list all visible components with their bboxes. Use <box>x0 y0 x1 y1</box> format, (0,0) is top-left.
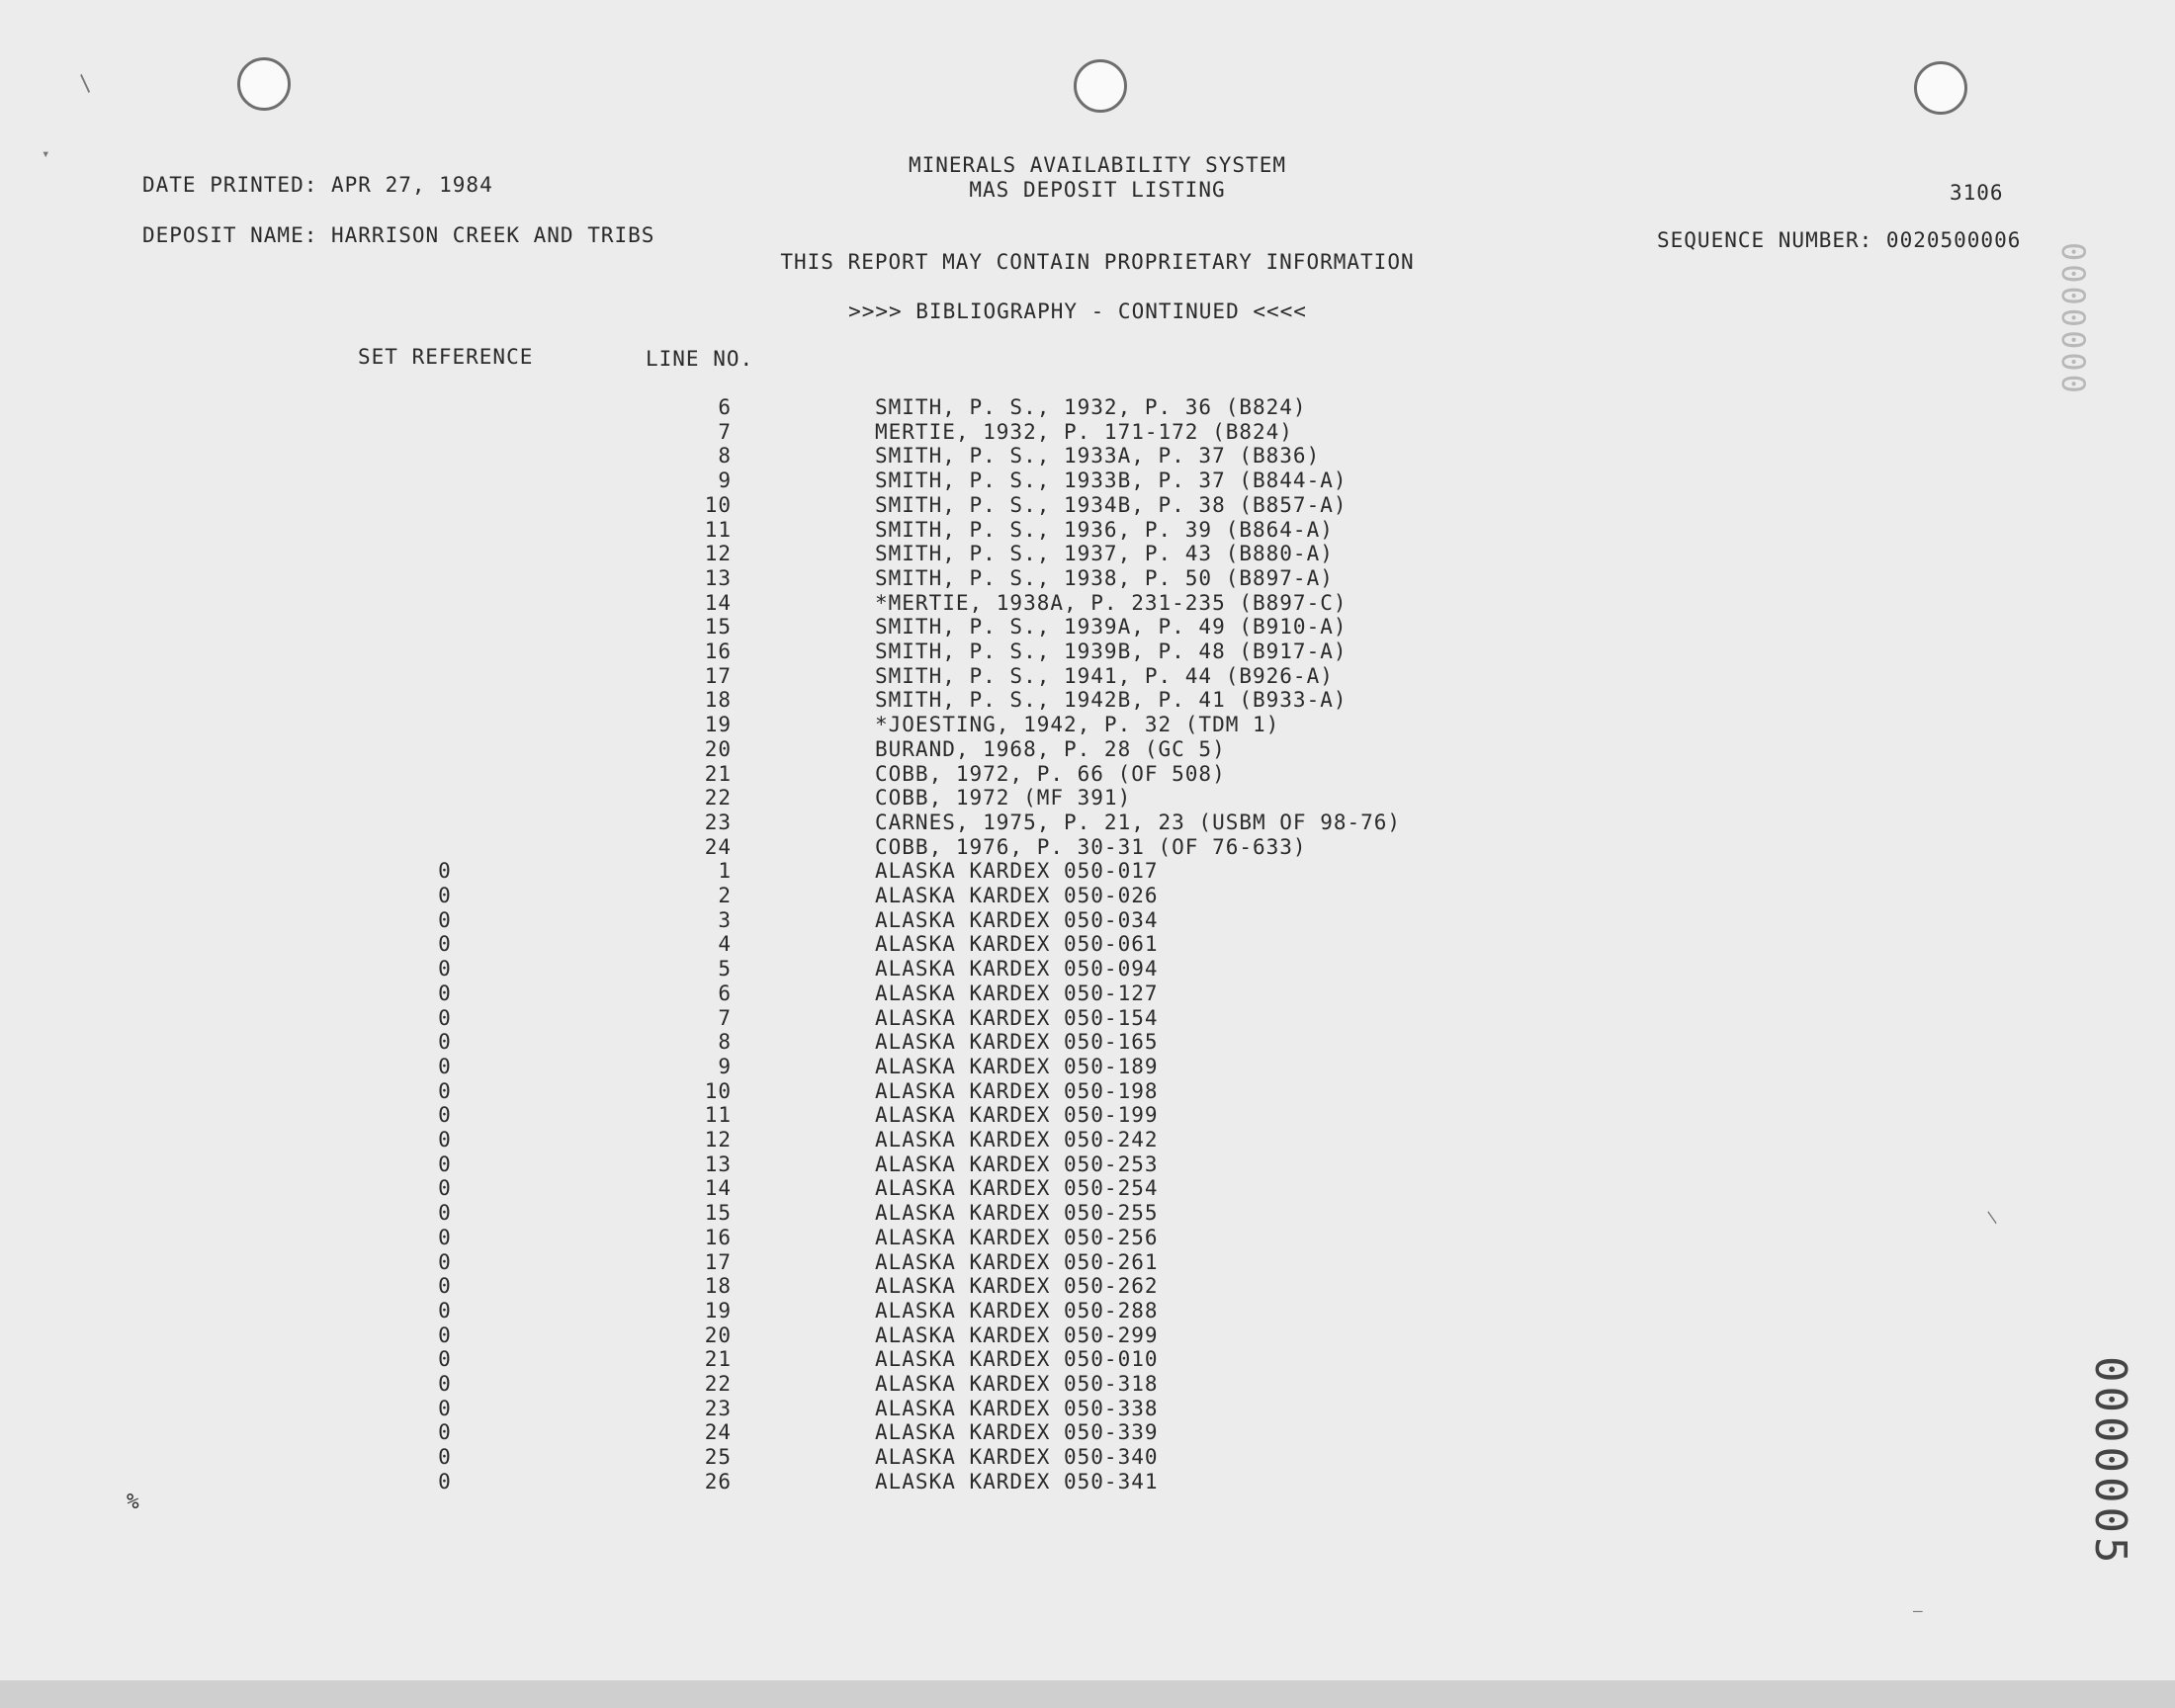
reference-cell: MERTIE, 1932, P. 171-172 (B824) <box>875 419 1293 444</box>
line-number-cell: 17 <box>704 1249 732 1274</box>
reference-cell: COBB, 1972 (MF 391) <box>875 786 1132 811</box>
reference-cell: ALASKA KARDEX 050-338 <box>875 1396 1159 1420</box>
reference-cell: COBB, 1972, P. 66 (OF 508) <box>875 761 1226 786</box>
reference-cell: COBB, 1976, P. 30-31 (OF 76-633) <box>875 834 1307 859</box>
proprietary-notice: THIS REPORT MAY CONTAIN PROPRIETARY INFORMATION <box>780 250 1415 274</box>
set-reference-cell: 0 <box>438 1201 452 1226</box>
line-number-cell: 16 <box>704 1225 732 1249</box>
set-reference-cell: 0 <box>438 1445 452 1470</box>
margin-dash: — <box>1913 1601 1923 1620</box>
margin-dot: ▾ <box>42 146 50 162</box>
line-number-cell: 19 <box>704 1298 732 1323</box>
reference-cell: ALASKA KARDEX 050-339 <box>875 1420 1159 1445</box>
table-row <box>0 1274 1582 1299</box>
table-row <box>0 1055 1582 1079</box>
page-number: 3106 <box>1950 181 2004 205</box>
set-reference-cell: 0 <box>438 1054 452 1078</box>
line-number-cell: 8 <box>718 1030 732 1055</box>
reference-cell: ALASKA KARDEX 050-199 <box>875 1103 1159 1128</box>
line-number-cell: 22 <box>704 786 732 811</box>
set-reference-cell: 0 <box>438 1078 452 1103</box>
column-header-line-no: LINE NO. <box>646 347 754 371</box>
table-row <box>0 395 1582 420</box>
line-number-cell: 15 <box>704 1201 732 1226</box>
reference-cell: ALASKA KARDEX 050-198 <box>875 1078 1159 1103</box>
set-reference-cell: 0 <box>438 1128 452 1152</box>
set-reference-cell: 0 <box>438 1249 452 1274</box>
table-row <box>0 542 1582 566</box>
line-number-cell: 12 <box>704 1128 732 1152</box>
reference-cell: SMITH, P. S., 1932, P. 36 (B824) <box>875 395 1307 419</box>
table-row <box>0 1153 1582 1177</box>
system-title: MINERALS AVAILABILITY SYSTEM <box>908 153 1286 177</box>
reference-cell: SMITH, P. S., 1939B, P. 48 (B917-A) <box>875 640 1348 663</box>
set-reference-cell: 0 <box>438 1225 452 1249</box>
set-reference-cell: 0 <box>438 957 452 982</box>
line-number-cell: 14 <box>704 1176 732 1201</box>
line-number-cell: 24 <box>704 834 732 859</box>
margin-tick: / <box>71 70 100 97</box>
line-number-cell: 20 <box>704 1323 732 1347</box>
table-row <box>0 1103 1582 1128</box>
line-number-cell: 9 <box>718 469 732 493</box>
reference-cell: ALASKA KARDEX 050-318 <box>875 1372 1159 1396</box>
table-row <box>0 859 1582 884</box>
line-number-cell: 13 <box>704 1152 732 1176</box>
reference-cell: *MERTIE, 1938A, P. 231-235 (B897-C) <box>875 590 1348 615</box>
set-reference-cell: 0 <box>438 1323 452 1347</box>
line-number-cell: 5 <box>718 957 732 982</box>
line-number-cell: 16 <box>704 640 732 663</box>
table-row <box>0 615 1582 640</box>
line-number-cell: 18 <box>704 1274 732 1299</box>
line-number-cell: 11 <box>704 517 732 542</box>
line-number-cell: 11 <box>704 1103 732 1128</box>
set-reference-cell: 0 <box>438 859 452 884</box>
table-row <box>0 884 1582 908</box>
reference-cell: SMITH, P. S., 1937, P. 43 (B880-A) <box>875 542 1334 566</box>
line-number-cell: 20 <box>704 736 732 761</box>
line-number-cell: 3 <box>718 907 732 932</box>
reference-cell: ALASKA KARDEX 050-261 <box>875 1249 1159 1274</box>
set-reference-cell: 0 <box>438 1298 452 1323</box>
reference-cell: ALASKA KARDEX 050-061 <box>875 932 1159 957</box>
punch-hole-center <box>1074 59 1127 113</box>
line-number-cell: 10 <box>704 492 732 517</box>
reference-cell: ALASKA KARDEX 050-154 <box>875 1005 1159 1030</box>
reference-cell: ALASKA KARDEX 050-010 <box>875 1347 1159 1372</box>
date-printed: DATE PRINTED: APR 27, 1984 <box>142 173 493 197</box>
reference-cell: ALASKA KARDEX 050-262 <box>875 1274 1159 1299</box>
set-reference-cell: 0 <box>438 1396 452 1420</box>
table-row <box>0 1347 1582 1372</box>
reference-cell: SMITH, P. S., 1933A, P. 37 (B836) <box>875 444 1321 469</box>
punch-hole-left <box>237 57 291 111</box>
set-reference-cell: 0 <box>438 981 452 1005</box>
line-number-cell: 21 <box>704 1347 732 1372</box>
line-number-cell: 1 <box>718 859 732 884</box>
margin-tick: / <box>1981 1208 2003 1227</box>
line-number-cell: 4 <box>718 932 732 957</box>
reference-cell: ALASKA KARDEX 050-255 <box>875 1201 1159 1226</box>
section-title: >>>> BIBLIOGRAPHY - CONTINUED <<<< <box>848 299 1307 323</box>
table-row <box>0 811 1582 835</box>
table-row <box>0 469 1582 493</box>
set-reference-cell: 0 <box>438 1176 452 1201</box>
table-row <box>0 835 1582 860</box>
table-row <box>0 664 1582 689</box>
line-number-cell: 24 <box>704 1420 732 1445</box>
reference-cell: ALASKA KARDEX 050-254 <box>875 1176 1159 1201</box>
punch-hole-right <box>1914 61 1967 115</box>
table-row <box>0 1324 1582 1348</box>
table-row <box>0 444 1582 469</box>
table-row <box>0 1176 1582 1201</box>
reference-cell: ALASKA KARDEX 050-299 <box>875 1323 1159 1347</box>
table-row <box>0 1372 1582 1397</box>
table-row <box>0 957 1582 982</box>
table-row <box>0 566 1582 591</box>
set-reference-cell: 0 <box>438 884 452 907</box>
set-reference-cell: 0 <box>438 1274 452 1299</box>
line-number-cell: 26 <box>704 1469 732 1494</box>
reference-cell: ALASKA KARDEX 050-189 <box>875 1054 1159 1078</box>
reference-cell: ALASKA KARDEX 050-288 <box>875 1298 1159 1323</box>
table-row <box>0 1445 1582 1470</box>
reference-cell: SMITH, P. S., 1938, P. 50 (B897-A) <box>875 565 1334 590</box>
line-number-cell: 6 <box>718 981 732 1005</box>
reference-cell: SMITH, P. S., 1934B, P. 38 (B857-A) <box>875 492 1348 517</box>
table-row <box>0 1420 1582 1445</box>
line-number-cell: 14 <box>704 590 732 615</box>
set-reference-cell: 0 <box>438 1347 452 1372</box>
line-number-cell: 6 <box>718 395 732 419</box>
reference-cell: BURAND, 1968, P. 28 (GC 5) <box>875 736 1226 761</box>
reference-cell: SMITH, P. S., 1942B, P. 41 (B933-A) <box>875 688 1348 713</box>
reference-cell: SMITH, P. S., 1941, P. 44 (B926-A) <box>875 663 1334 688</box>
line-number-cell: 23 <box>704 1396 732 1420</box>
line-number-cell: 9 <box>718 1054 732 1078</box>
reference-cell: ALASKA KARDEX 050-340 <box>875 1445 1159 1470</box>
table-row <box>0 1299 1582 1324</box>
table-row <box>0 493 1582 518</box>
table-row <box>0 713 1582 737</box>
footer-mark: % <box>127 1490 140 1513</box>
table-row <box>0 640 1582 664</box>
line-number-cell: 7 <box>718 419 732 444</box>
line-number-cell: 21 <box>704 761 732 786</box>
reference-cell: ALASKA KARDEX 050-017 <box>875 859 1159 884</box>
set-reference-cell: 0 <box>438 1030 452 1055</box>
table-row <box>0 1006 1582 1031</box>
reference-cell: *JOESTING, 1942, P. 32 (TDM 1) <box>875 713 1280 737</box>
line-number-cell: 7 <box>718 1005 732 1030</box>
reference-cell: SMITH, P. S., 1933B, P. 37 (B844-A) <box>875 469 1348 493</box>
side-stamp: 0000005 <box>2085 1356 2135 1568</box>
table-row <box>0 932 1582 957</box>
set-reference-cell: 0 <box>438 932 452 957</box>
table-row <box>0 1201 1582 1226</box>
table-row <box>0 982 1582 1006</box>
set-reference-cell: 0 <box>438 1103 452 1128</box>
set-reference-cell: 0 <box>438 907 452 932</box>
table-row <box>0 1250 1582 1275</box>
side-stamp-faint: 0000000 <box>2054 242 2092 396</box>
deposit-name: DEPOSIT NAME: HARRISON CREEK AND TRIBS <box>142 223 655 247</box>
reference-cell: ALASKA KARDEX 050-127 <box>875 981 1159 1005</box>
column-header-set-reference: SET REFERENCE <box>358 345 534 369</box>
reference-cell: SMITH, P. S., 1936, P. 39 (B864-A) <box>875 517 1334 542</box>
line-number-cell: 22 <box>704 1372 732 1396</box>
line-number-cell: 18 <box>704 688 732 713</box>
reference-cell: ALASKA KARDEX 050-026 <box>875 884 1159 907</box>
reference-cell: ALASKA KARDEX 050-341 <box>875 1469 1159 1494</box>
table-row <box>0 737 1582 762</box>
reference-cell: ALASKA KARDEX 050-242 <box>875 1128 1159 1152</box>
table-row <box>0 420 1582 445</box>
reference-cell: ALASKA KARDEX 050-253 <box>875 1152 1159 1176</box>
table-row <box>0 786 1582 811</box>
table-row <box>0 908 1582 933</box>
reference-cell: ALASKA KARDEX 050-094 <box>875 957 1159 982</box>
line-number-cell: 12 <box>704 542 732 566</box>
table-row <box>0 518 1582 543</box>
reference-cell: ALASKA KARDEX 050-034 <box>875 907 1159 932</box>
sequence-number: SEQUENCE NUMBER: 0020500006 <box>1657 228 2022 252</box>
listing-title: MAS DEPOSIT LISTING <box>969 178 1226 202</box>
line-number-cell: 19 <box>704 713 732 737</box>
table-row <box>0 688 1582 713</box>
table-row <box>0 1470 1582 1494</box>
line-number-cell: 17 <box>704 663 732 688</box>
line-number-cell: 13 <box>704 565 732 590</box>
table-row <box>0 1226 1582 1250</box>
reference-cell: ALASKA KARDEX 050-165 <box>875 1030 1159 1055</box>
table-row <box>0 1128 1582 1153</box>
line-number-cell: 15 <box>704 615 732 640</box>
table-row <box>0 591 1582 616</box>
line-number-cell: 10 <box>704 1078 732 1103</box>
set-reference-cell: 0 <box>438 1372 452 1396</box>
table-row <box>0 1397 1582 1421</box>
set-reference-cell: 0 <box>438 1005 452 1030</box>
set-reference-cell: 0 <box>438 1152 452 1176</box>
set-reference-cell: 0 <box>438 1469 452 1494</box>
set-reference-cell: 0 <box>438 1420 452 1445</box>
line-number-cell: 8 <box>718 444 732 469</box>
line-number-cell: 25 <box>704 1445 732 1470</box>
table-row <box>0 762 1582 787</box>
table-row <box>0 1079 1582 1104</box>
reference-cell: SMITH, P. S., 1939A, P. 49 (B910-A) <box>875 615 1348 640</box>
reference-cell: ALASKA KARDEX 050-256 <box>875 1225 1159 1249</box>
reference-cell: CARNES, 1975, P. 21, 23 (USBM OF 98-76) <box>875 810 1402 834</box>
line-number-cell: 23 <box>704 810 732 834</box>
table-row <box>0 1030 1582 1055</box>
line-number-cell: 2 <box>718 884 732 907</box>
